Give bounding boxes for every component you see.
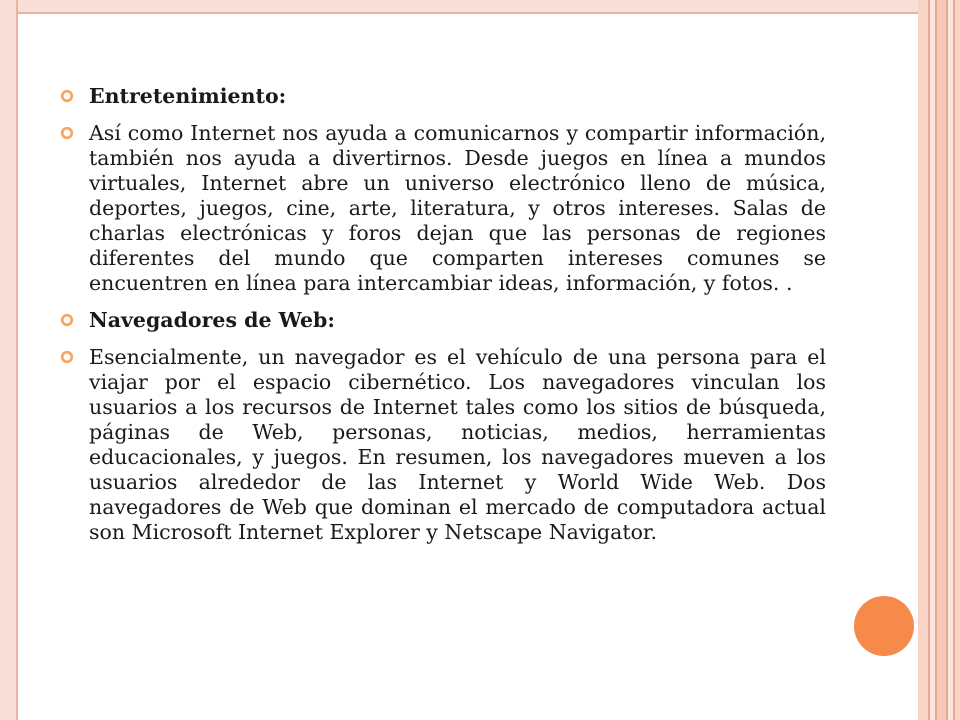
- orange-circle-decoration: [854, 596, 914, 656]
- bullet-navegadores-body: [60, 345, 826, 545]
- bullet-entretenimiento-heading: [60, 84, 826, 109]
- ring-bullet-icon: [60, 313, 74, 327]
- ring-bullet-icon: [60, 126, 74, 140]
- bullet-text: Esencialmente, un navegador es el vehículo de una persona para el viajar por el espacio cibernético. Los navegadores vinculan los usuarios a los recursos de Internet tales como los sitios de búsqueda, páginas de Web, personas, noticias, medios, herramientas educacionales, y juegos. En resumen, los navegadores mueven a los usuarios alrededor de las Internet y World Wide Web. Dos navegadores de Web que dominan el mercado de computadora actual son Microsoft Internet Explorer y Netscape Navigator.: [89, 345, 826, 544]
- left-frame-border: [0, 0, 18, 720]
- bullet-text: Navegadores de Web:: [89, 308, 335, 332]
- ring-bullet-icon: [60, 350, 74, 364]
- slide-content: [60, 84, 826, 557]
- ring-bullet-icon: [60, 89, 74, 103]
- right-stripe-decoration: [918, 0, 960, 720]
- bullet-entretenimiento-body: [60, 121, 826, 296]
- bullet-text: Entretenimiento:: [89, 84, 287, 108]
- bullet-text: Así como Internet nos ayuda a comunicarnos y compartir información, también nos ayuda a divertirnos. Desde juegos en línea a mundos virtuales, Internet abre un universo electrónico lleno de música, deportes, juegos, cine, arte, literatura, y otros intereses. Salas de charlas electrónicas y foros dejan que las personas de regiones diferentes del mundo que comparten intereses comunes se encuentren en línea para intercambiar ideas, información, y fotos. .: [89, 121, 826, 295]
- bullet-navegadores-heading: [60, 308, 826, 333]
- top-frame-border: [0, 0, 918, 14]
